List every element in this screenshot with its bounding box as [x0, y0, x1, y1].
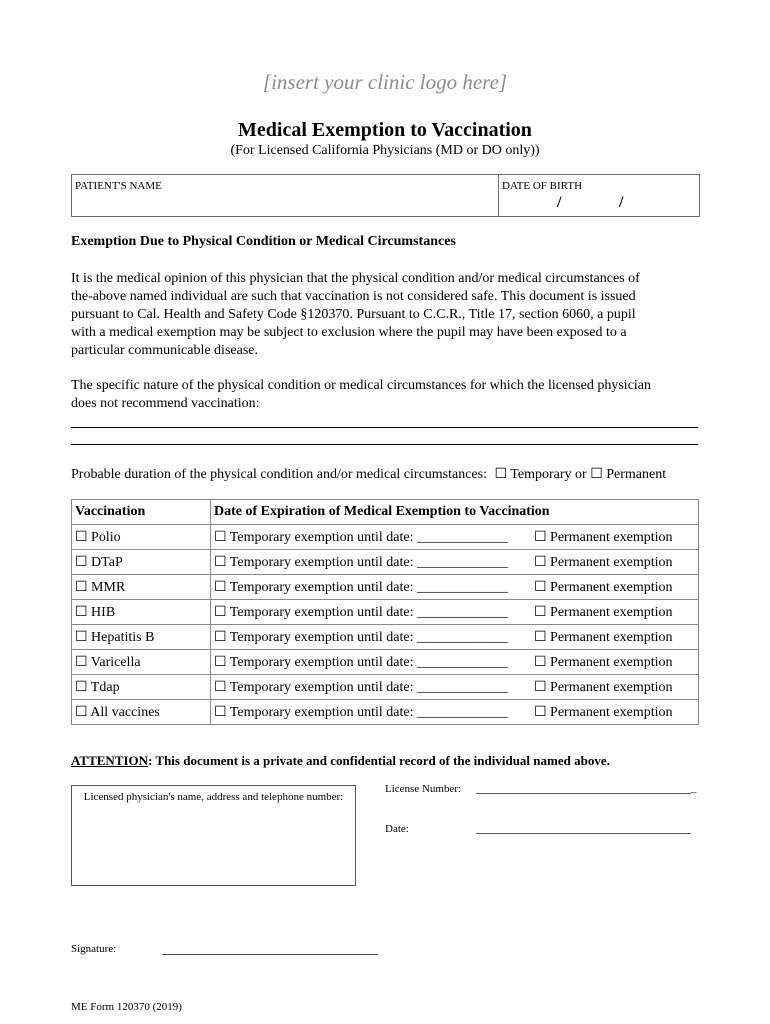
vaccination-exemption-table [71, 499, 699, 725]
attention-notice [71, 753, 610, 769]
attention-text: : This document is a private and confidential record of the individual named above. [148, 753, 610, 768]
permanent-exemption-checkbox[interactable]: ☐ Permanent exemption [534, 704, 673, 720]
table-header-row [72, 500, 699, 525]
permanent-exemption-checkbox[interactable]: ☐ Permanent exemption [534, 629, 673, 645]
condition-answer-line-2[interactable] [71, 444, 698, 445]
vaccine-checkbox[interactable]: ☐ MMR [72, 575, 211, 600]
vaccine-checkbox[interactable]: ☐ DTaP [72, 550, 211, 575]
paragraph-line: the-above named individual are such that vaccination is not considered safe. This document is issued [71, 289, 636, 304]
table-row [72, 575, 699, 600]
vaccine-checkbox[interactable]: ☐ Polio [72, 525, 211, 550]
date-label: Date: [385, 823, 409, 835]
permanent-exemption-checkbox[interactable]: ☐ Permanent exemption [534, 679, 673, 695]
license-number-line[interactable] [476, 793, 691, 794]
expiration-options-cell [211, 650, 699, 675]
paragraph-line: pursuant to Cal. Health and Safety Code §120370. Pursuant to C.C.R., Title 17, section 6060, a pupil [71, 307, 636, 322]
temporary-exemption-checkbox[interactable]: ☐ Temporary exemption until date: _____________ [214, 579, 508, 595]
table-row [72, 650, 699, 675]
duration-question [71, 466, 666, 483]
permanent-exemption-checkbox[interactable]: ☐ Permanent exemption [534, 579, 673, 595]
temporary-exemption-checkbox[interactable]: ☐ Temporary exemption until date: _____________ [214, 629, 508, 645]
expiration-options-cell [211, 575, 699, 600]
physician-info-label: Licensed physician's name, address and telephone number: [83, 791, 344, 803]
temporary-exemption-checkbox[interactable]: ☐ Temporary exemption until date: _____________ [214, 679, 508, 695]
expiration-options-cell [211, 550, 699, 575]
signature-label: Signature: [71, 943, 117, 955]
duration-permanent-checkbox[interactable]: ☐ Permanent [590, 467, 667, 482]
permanent-exemption-checkbox[interactable]: ☐ Permanent exemption [534, 529, 673, 545]
date-line[interactable] [476, 833, 691, 834]
table-row [72, 700, 699, 725]
vaccine-checkbox[interactable]: ☐ Hepatitis B [72, 625, 211, 650]
expiration-column-header: Date of Expiration of Medical Exemption to Vaccination [211, 500, 699, 525]
license-number-label: License Number: [385, 783, 462, 795]
clinic-logo-placeholder: [insert your clinic logo here] [262, 70, 508, 94]
license-number-suffix: _ [691, 782, 697, 794]
table-row [72, 625, 699, 650]
medical-opinion-paragraph [71, 270, 706, 360]
vaccine-checkbox[interactable]: ☐ Varicella [72, 650, 211, 675]
nature-line: does not recommend vaccination: [71, 396, 260, 411]
table-row [72, 550, 699, 575]
patient-name-field[interactable] [72, 175, 499, 216]
temporary-exemption-checkbox[interactable]: ☐ Temporary exemption until date: _____________ [214, 654, 508, 670]
page-subtitle: (For Licensed California Physicians (MD or DO only)) [230, 143, 540, 158]
page-title: Medical Exemption to Vaccination [238, 119, 532, 141]
vaccine-checkbox[interactable]: ☐ Tdap [72, 675, 211, 700]
dob-separator-1: / [557, 194, 562, 211]
temporary-exemption-checkbox[interactable]: ☐ Temporary exemption until date: _____________ [214, 604, 508, 620]
table-row [72, 675, 699, 700]
vaccine-checkbox[interactable]: ☐ All vaccines [72, 700, 211, 725]
temporary-exemption-checkbox[interactable]: ☐ Temporary exemption until date: _____________ [214, 704, 508, 720]
date-of-birth-label: DATE OF BIRTH [502, 180, 583, 192]
nature-line: The specific nature of the physical condition or medical circumstances for which the licensed physician [71, 378, 652, 393]
attention-label: ATTENTION [71, 753, 149, 768]
condition-answer-line-1[interactable] [71, 427, 698, 428]
dob-separator-2: / [619, 194, 624, 211]
table-row [72, 600, 699, 625]
signature-line[interactable] [162, 954, 378, 955]
temporary-exemption-checkbox[interactable]: ☐ Temporary exemption until date: _____________ [214, 529, 508, 545]
expiration-options-cell [211, 625, 699, 650]
form-id: ME Form 120370 (2019) [71, 1001, 182, 1013]
duration-label: Probable duration of the physical condition and/or medical circumstances: [71, 467, 487, 482]
condition-nature-prompt [71, 377, 706, 413]
physician-info-box[interactable] [71, 785, 356, 886]
paragraph-line: particular communicable disease. [71, 343, 258, 358]
expiration-options-cell [211, 700, 699, 725]
duration-temporary-checkbox[interactable]: ☐ Temporary or [494, 467, 587, 482]
permanent-exemption-checkbox[interactable]: ☐ Permanent exemption [534, 604, 673, 620]
expiration-options-cell [211, 675, 699, 700]
vaccination-column-header: Vaccination [72, 500, 211, 525]
permanent-exemption-checkbox[interactable]: ☐ Permanent exemption [534, 654, 673, 670]
patient-info-box [71, 174, 700, 217]
expiration-options-cell [211, 525, 699, 550]
table-row [72, 525, 699, 550]
paragraph-line: with a medical exemption may be subject to exclusion where the pupil may have been exposed to a [71, 325, 627, 340]
paragraph-line: It is the medical opinion of this physician that the physical condition and/or medical circumstances of [71, 271, 640, 286]
expiration-options-cell [211, 600, 699, 625]
vaccine-checkbox[interactable]: ☐ HIB [72, 600, 211, 625]
date-of-birth-field[interactable] [499, 175, 699, 216]
patient-name-label: PATIENT'S NAME [75, 180, 162, 192]
temporary-exemption-checkbox[interactable]: ☐ Temporary exemption until date: _____________ [214, 554, 508, 570]
exemption-heading: Exemption Due to Physical Condition or Medical Circumstances [71, 234, 456, 249]
permanent-exemption-checkbox[interactable]: ☐ Permanent exemption [534, 554, 673, 570]
